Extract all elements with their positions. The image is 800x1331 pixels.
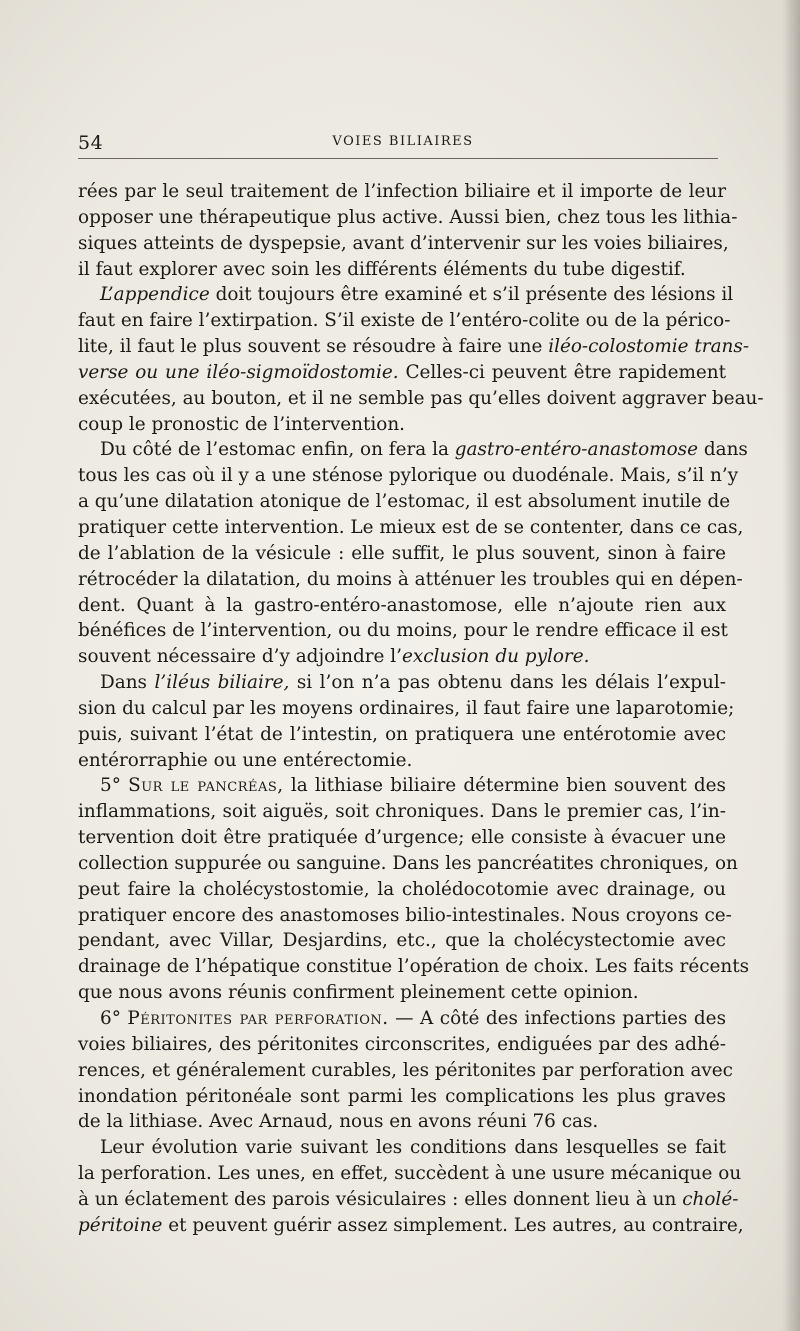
page-edge-shadow xyxy=(782,0,800,1331)
text-line xyxy=(78,644,726,670)
text-segment: à un éclatement des parois vésiculaires : elles donnent lieu à un xyxy=(78,1188,683,1210)
text-segment: a qu’une dilatation atonique de l’estomac, il est absolument inutile de xyxy=(78,491,731,513)
text-line xyxy=(78,308,731,334)
page-header xyxy=(78,132,718,159)
text-line xyxy=(78,670,726,696)
text-segment: souvent nécessaire d’y adjoindre l’ xyxy=(78,646,402,668)
text-line xyxy=(78,1161,742,1187)
text-line xyxy=(78,1109,726,1135)
text-segment: siques atteints de dyspepsie, avant d’intervenir sur les voies biliaires, xyxy=(78,232,729,254)
small-caps-heading: Sur le pancréas, xyxy=(128,775,284,797)
text-line xyxy=(78,257,726,283)
text-segment: puis, suivant l’état de l’intestin, on pratiquera une entérotomie avec xyxy=(78,723,726,745)
text-segment: voies biliaires, des péritonites circonscrites, endiguées par des adhé- xyxy=(78,1033,726,1055)
text-line xyxy=(78,618,726,644)
text-line xyxy=(78,773,726,799)
text-line xyxy=(78,851,738,877)
text-segment: rences, et généralement curables, les péritonites par perforation avec xyxy=(78,1059,733,1081)
text-segment: pratiquer cette intervention. Le mieux est de se contenter, dans ce cas, xyxy=(78,516,744,538)
text-line xyxy=(78,1084,726,1110)
text-line xyxy=(78,748,726,774)
text-line xyxy=(78,1135,726,1161)
text-line xyxy=(78,386,764,412)
text-segment: lite, il faut le plus souvent se résoudre à faire une xyxy=(78,336,549,358)
small-caps-heading: Péritonites par perforation. xyxy=(127,1008,389,1029)
text-line xyxy=(78,463,739,489)
text-line xyxy=(78,412,726,438)
text-line xyxy=(78,437,748,463)
text-segment: et peuvent guérir assez simplement. Les autres, au contraire, xyxy=(162,1214,744,1236)
text-line xyxy=(78,205,738,231)
text-segment: exécutées, au bouton, et il ne semble pas qu’elles doivent aggraver beau- xyxy=(78,387,764,409)
text-segment: doit toujours être examiné et s’il présente des lésions il xyxy=(209,284,734,306)
text-segment: inflammations, soit aiguës, soit chroniques. Dans le premier cas, l’in- xyxy=(78,801,726,823)
text-segment: la perforation. Les unes, en effet, succèdent à une usure mécanique ou xyxy=(78,1163,742,1185)
text-line xyxy=(78,799,726,825)
italic-text: gastro-entéro-anastomose xyxy=(454,439,698,461)
text-line xyxy=(78,593,726,619)
text-line xyxy=(78,877,726,903)
text-segment: que nous avons réunis confirment pleinement cette opinion. xyxy=(78,982,639,1004)
text-segment: coup le pronostic de l’intervention. xyxy=(78,413,406,435)
text-segment: bénéfices de l’intervention, ou du moins, pour le rendre efficace il est xyxy=(78,620,728,642)
text-line xyxy=(78,567,743,593)
text-segment: rétrocéder la dilatation, du moins à atténuer les troubles qui en dépen- xyxy=(78,568,743,590)
text-segment: peut faire la cholécystostomie, la cholédocotomie avec drainage, ou xyxy=(78,878,726,900)
text-segment: de l’ablation de la vésicule : elle suffit, le plus souvent, sinon à faire xyxy=(78,542,726,564)
text-segment: la lithiase biliaire détermine bien souvent des xyxy=(283,775,726,797)
text-segment: si l’on n’a pas obtenu dans les délais l’expul- xyxy=(289,672,726,694)
text-line xyxy=(78,928,726,954)
text-segment: Dans xyxy=(100,672,155,694)
text-segment: il faut explorer avec soin les différents éléments du tube digestif. xyxy=(78,258,686,280)
italic-text: péritoine xyxy=(78,1214,163,1236)
text-line xyxy=(78,360,726,386)
text-segment: inondation péritonéale sont parmi les complications les plus graves xyxy=(78,1085,726,1107)
text-line xyxy=(78,1032,726,1058)
text-line xyxy=(78,334,750,360)
italic-text: L’appendice xyxy=(100,284,210,306)
page-number: 54 xyxy=(78,132,104,154)
text-segment: tervention doit être pratiquée d’urgence; elle consiste à évacuer une xyxy=(78,827,726,849)
text-segment: — A côté des infections parties des xyxy=(388,1008,727,1029)
text-segment: sion du calcul par les moyens ordinaires, il faut faire une laparotomie; xyxy=(78,697,735,719)
text-line xyxy=(78,1187,739,1213)
text-line xyxy=(78,722,726,748)
text-segment: de la lithiase. Avec Arnaud, nous en avons réuni 76 cas. xyxy=(78,1111,599,1133)
text-line xyxy=(78,980,726,1006)
text-segment: rées par le seul traitement de l’infection biliaire et il importe de leur xyxy=(78,181,726,202)
text-line xyxy=(78,1006,726,1032)
text-segment: Du côté de l’estomac enfin, on fera la xyxy=(100,439,455,461)
text-segment: pratiquer encore des anastomoses bilio-intestinales. Nous croyons ce- xyxy=(78,904,732,926)
text-segment: tous les cas où il y a une sténose pylorique ou duodénale. Mais, s’il n’y xyxy=(78,465,739,487)
italic-text: iléo-colostomie trans- xyxy=(548,336,750,358)
italic-text: verse ou une iléo-sigmoïdostomie. xyxy=(78,361,399,383)
italic-text: l’iléus biliaire, xyxy=(154,672,290,694)
text-segment: dans xyxy=(698,439,748,461)
body-text xyxy=(78,179,764,1239)
text-line xyxy=(78,825,726,851)
text-line xyxy=(78,954,750,980)
text-line xyxy=(78,231,729,257)
text-segment: collection suppurée ou sanguine. Dans les pancréatites chroniques, on xyxy=(78,852,738,874)
text-line xyxy=(78,515,744,541)
text-line xyxy=(78,541,726,567)
text-segment: 6° xyxy=(100,1008,128,1029)
text-segment: Celles-ci peuvent être rapidement xyxy=(398,361,727,383)
text-line xyxy=(78,696,735,722)
text-line xyxy=(78,489,731,515)
text-line xyxy=(78,282,734,308)
text-segment: opposer une thérapeutique plus active. Aussi bien, chez tous les lithia- xyxy=(78,206,738,228)
text-line xyxy=(78,903,732,929)
italic-text: cholé- xyxy=(682,1188,739,1210)
text-segment: entérorraphie ou une entérectomie. xyxy=(78,749,413,771)
italic-text: exclusion du pylore. xyxy=(401,646,590,668)
text-segment: dent. Quant à la gastro-entéro-anastomose, elle n’ajoute rien aux xyxy=(78,594,726,616)
text-line xyxy=(78,179,726,205)
text-line xyxy=(78,1058,733,1084)
text-segment: pendant, avec Villar, Desjardins, etc., que la cholécystectomie avec xyxy=(78,930,726,952)
text-segment: drainage de l’hépatique constitue l’opération de choix. Les faits récents xyxy=(78,956,750,978)
running-head: VOIES BILIAIRES xyxy=(332,134,474,149)
text-segment: Leur évolution varie suivant les conditions dans lesquelles se fait xyxy=(100,1137,726,1159)
text-segment: faut en faire l’extirpation. S’il existe de l’entéro-colite ou de la périco- xyxy=(78,310,731,332)
text-segment: 5° xyxy=(100,775,129,797)
text-line xyxy=(78,1213,744,1239)
